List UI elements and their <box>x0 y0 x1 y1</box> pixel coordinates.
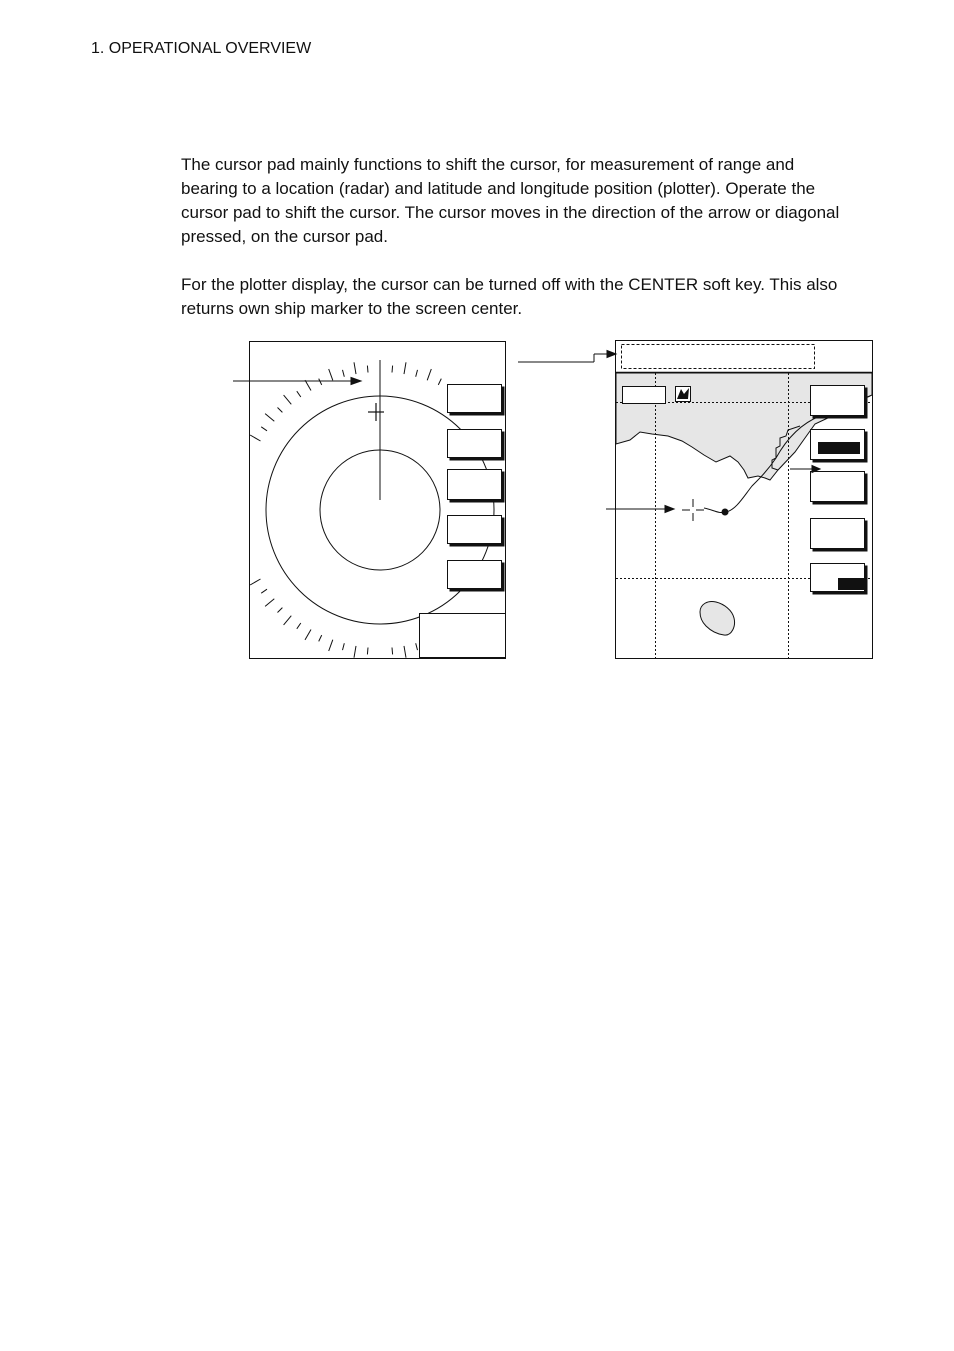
radar-display <box>233 342 506 659</box>
plotter-paragraph: For the plotter display, the cursor can be turned off with the CENTER soft key. This also returns own ship marker to the screen center. <box>181 275 838 318</box>
plotter-softkey-5 <box>811 564 868 595</box>
section-header: 1. OPERATIONAL OVERVIEW <box>91 40 312 57</box>
plotter-display <box>518 341 873 659</box>
radar-info-box <box>420 614 506 658</box>
radar-softkey-3 <box>448 470 505 503</box>
scale-box <box>623 387 666 404</box>
plotter-softkey-2 <box>811 430 868 463</box>
bearing-tick <box>367 366 368 373</box>
bearing-tick <box>392 648 393 655</box>
own-ship-marker-icon <box>722 509 729 516</box>
plotter-softkey-1 <box>811 386 868 419</box>
bearing-tick <box>392 366 393 373</box>
north-marker-icon <box>676 387 691 402</box>
bearing-tick <box>367 648 368 655</box>
radar-softkey-5 <box>448 561 505 592</box>
radar-softkey-1 <box>448 385 505 416</box>
radar-softkey-2 <box>448 430 505 461</box>
plotter-softkey-4 <box>811 519 868 552</box>
plotter-softkey-3 <box>811 472 868 505</box>
intro-paragraph: The cursor pad mainly functions to shift the cursor, for measurement of range and bearing to a location (radar) and latitude and longitude position (plotter). Operate the cursor pad to shift the cursor. The cursor moves in the direction of the arrow or diagonal pressed, on the cursor pad. <box>181 155 840 246</box>
radar-softkey-4 <box>448 516 505 547</box>
radar-softkeys <box>448 385 505 592</box>
nav-data-arrow-icon <box>518 351 616 363</box>
